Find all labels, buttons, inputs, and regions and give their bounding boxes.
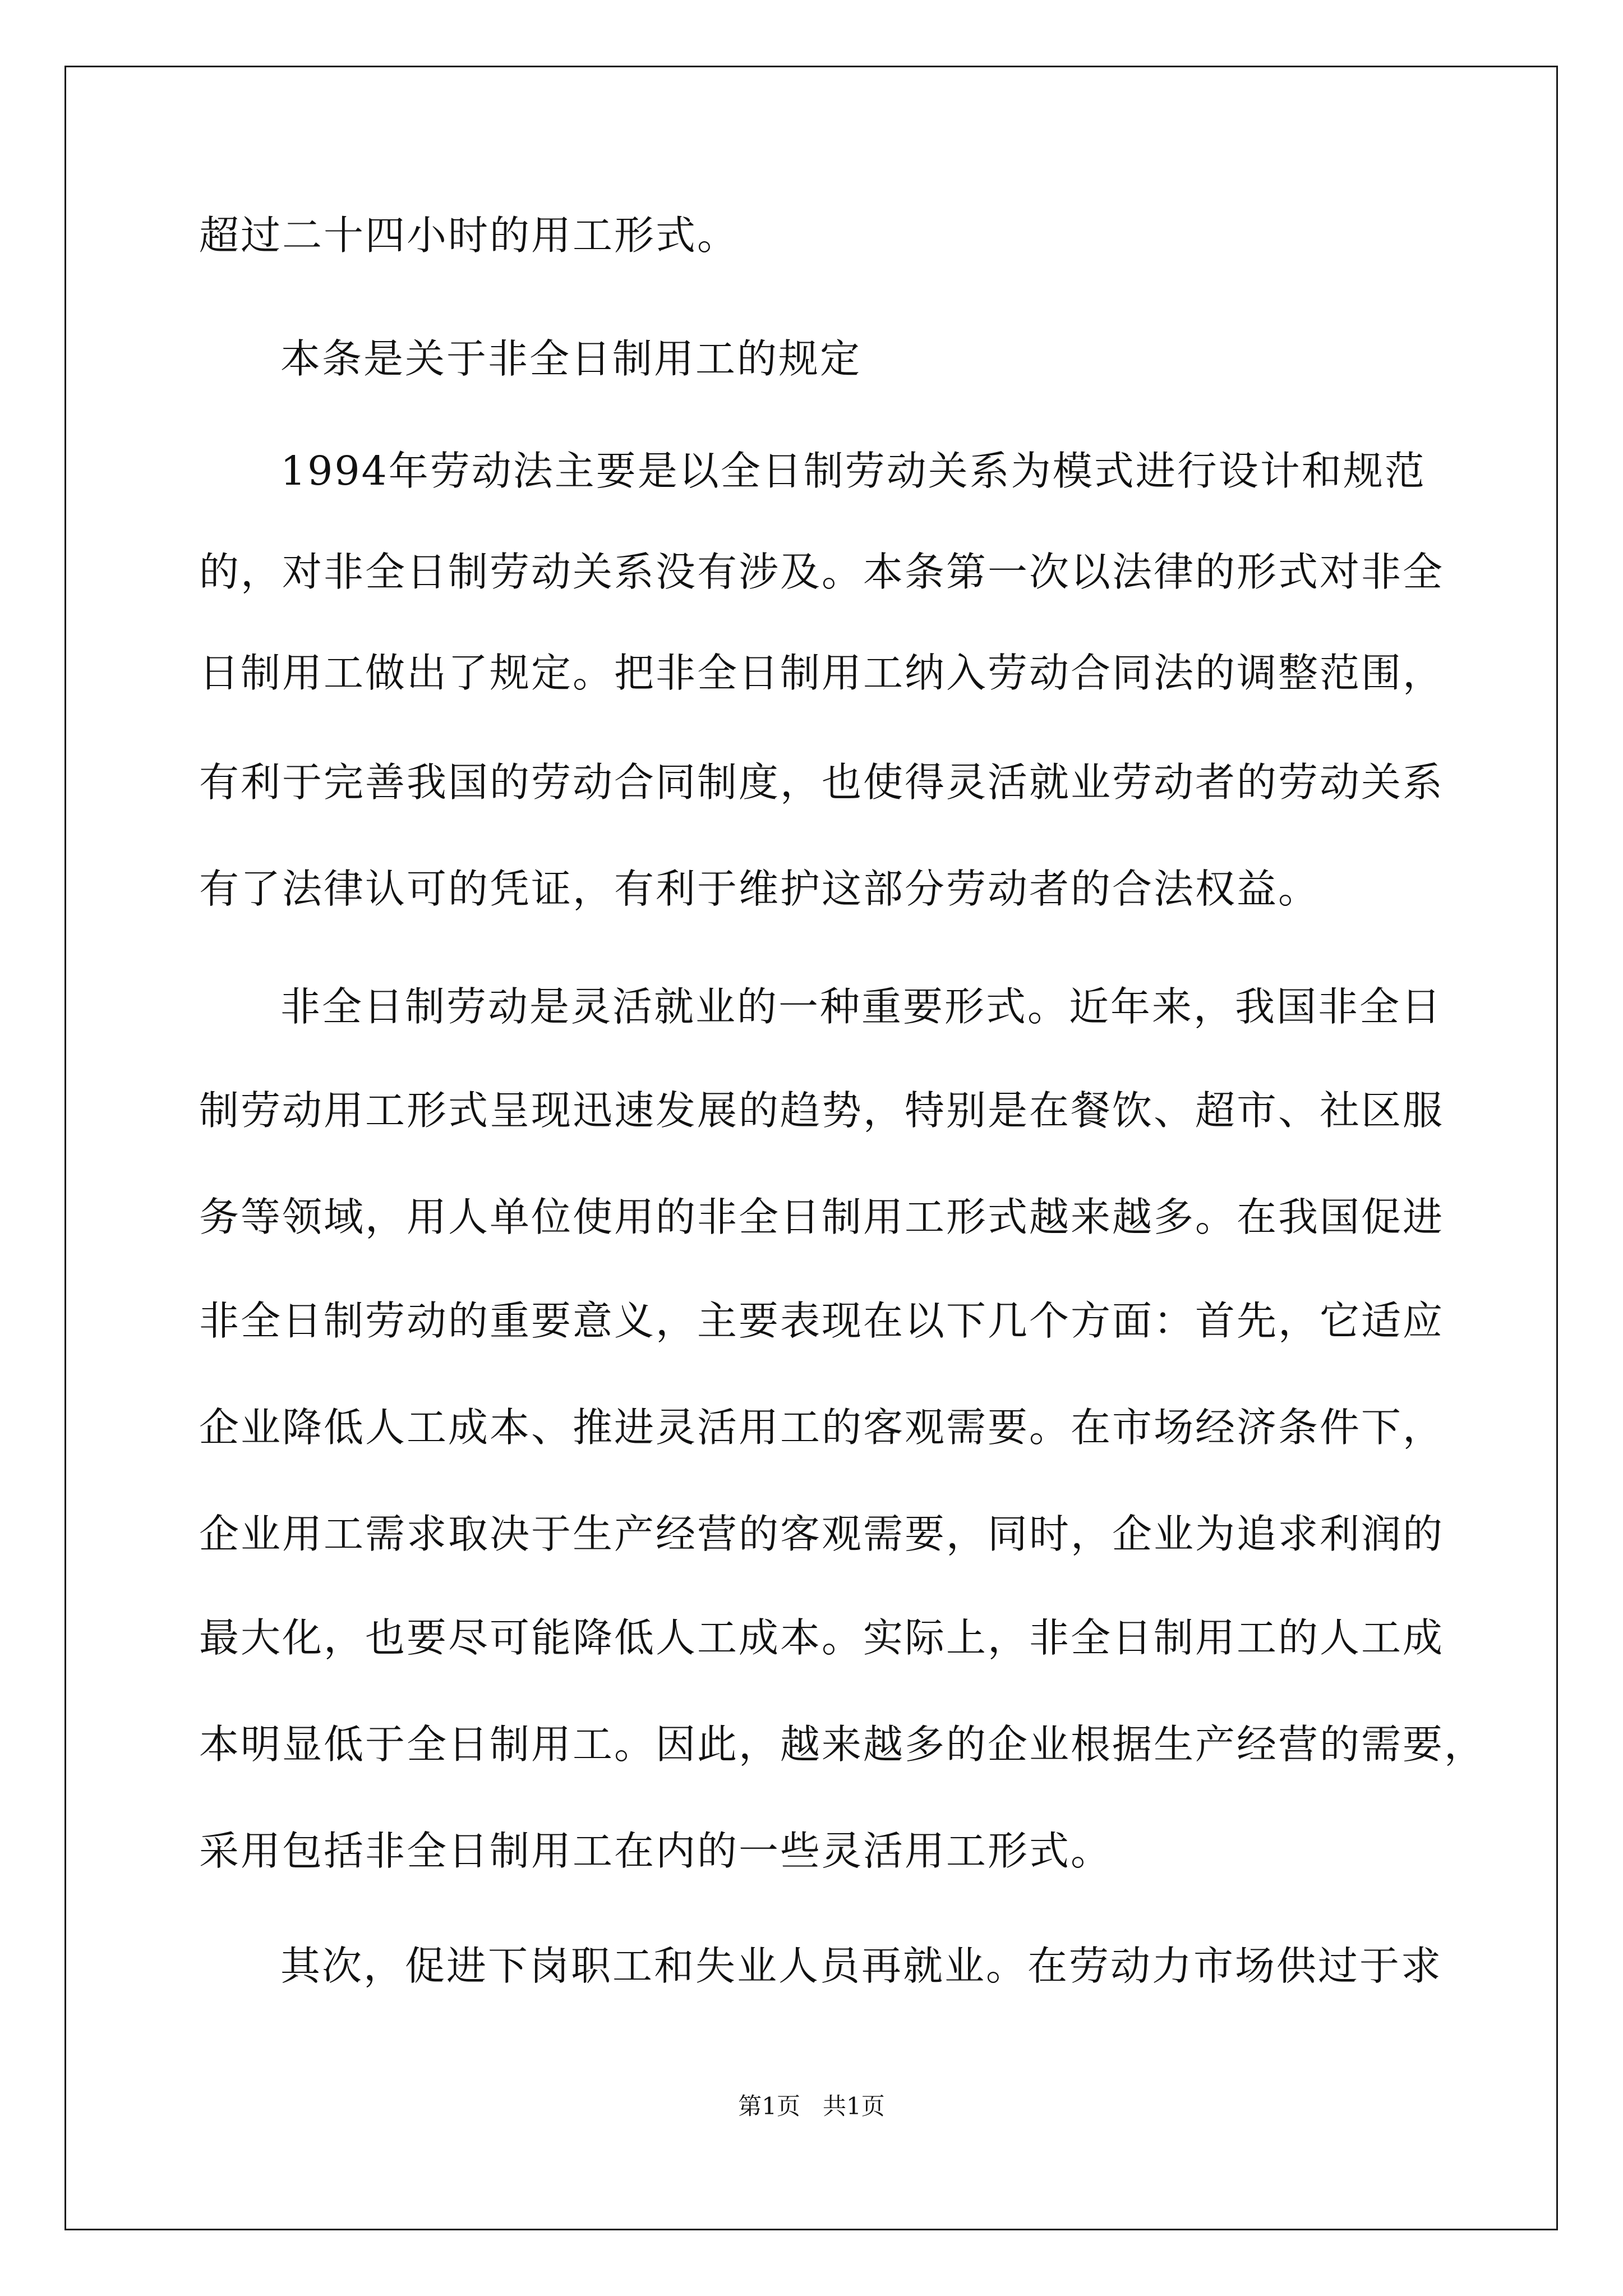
text-line: 制劳动用工形式呈现迅速发展的趋势，特别是在餐饮、超市、社区服 [199,1087,1445,1134]
text-line: 有利于完善我国的劳动合同制度，也使得灵活就业劳动者的劳动关系 [199,759,1445,806]
text-line: 务等领域，用人单位使用的非全日制用工形式越来越多。在我国促进 [199,1194,1445,1240]
text-line: 有了法律认可的凭证，有利于维护这部分劳动者的合法权益。 [199,866,1320,912]
text-line: 超过二十四小时的用工形式。 [199,212,739,259]
text-line: 采用包括非全日制用工在内的一些灵活用工形式。 [199,1828,1113,1874]
page-footer: 第1页 共1页 [738,2092,885,2120]
text-line: 日制用工做出了规定。把非全日制用工纳入劳动合同法的调整范围， [199,650,1445,696]
text-line: 的，对非全日制劳动关系没有涉及。本条第一次以法律的形式对非全 [199,549,1445,595]
text-line: 本明显低于全日制用工。因此，越来越多的企业根据生产经营的需要， [199,1721,1486,1768]
text-line: 1994年劳动法主要是以全日制劳动关系为模式进行设计和规范 [280,448,1426,494]
page-border [64,66,1558,2230]
text-line: 非全日制劳动的重要意义，主要表现在以下几个方面：首先，它适应 [199,1297,1445,1344]
text-line: 本条是关于非全日制用工的规定 [280,335,862,382]
text-line: 最大化，也要尽可能降低人工成本。实际上，非全日制用工的人工成 [199,1614,1445,1661]
text-line: 非全日制劳动是灵活就业的一种重要形式。近年来，我国非全日 [280,983,1443,1030]
text-line: 企业降低人工成本、推进灵活用工的客观需要。在市场经济条件下， [199,1404,1445,1451]
text-line: 企业用工需求取决于生产经营的客观需要，同时，企业为追求利润的 [199,1511,1445,1557]
text-line: 其次，促进下岗职工和失业人员再就业。在劳动力市场供过于求 [280,1943,1443,1989]
